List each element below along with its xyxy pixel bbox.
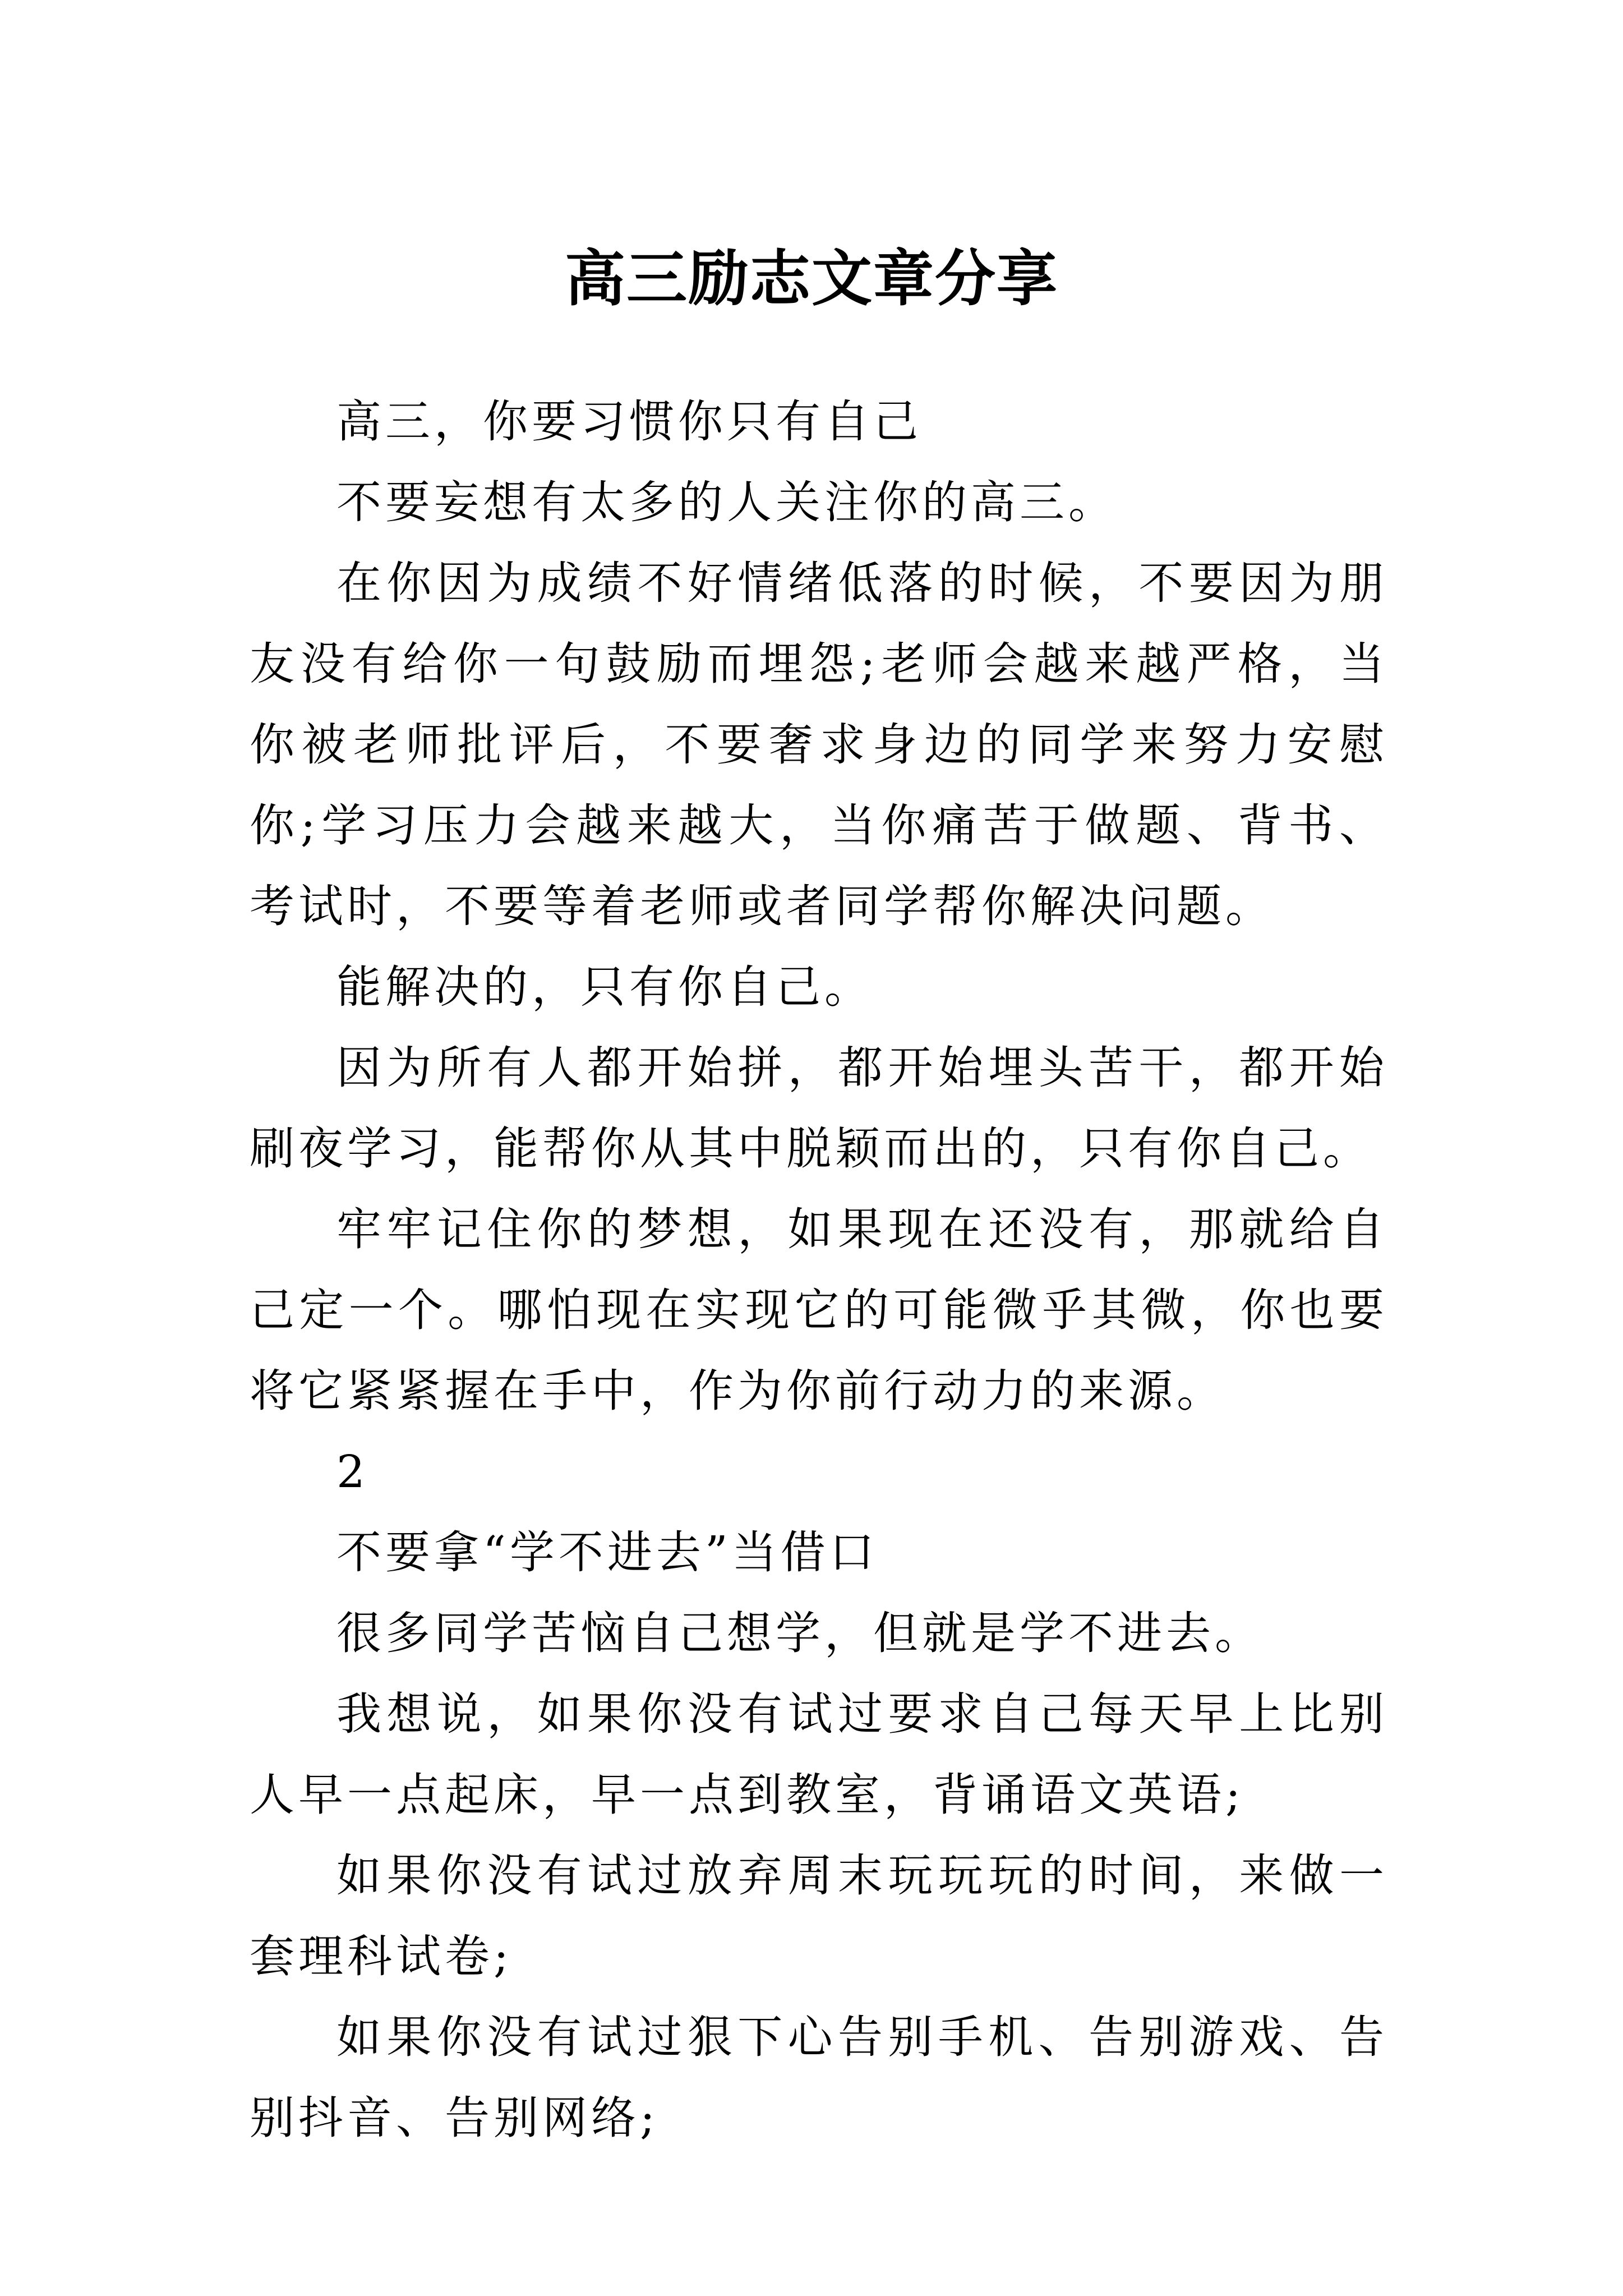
paragraph: 在你因为成绩不好情绪低落的时候，不要因为朋友没有给你一句鼓励而埋怨;老师会越来越严格，当你被老师批评后，不要奢求身边的同学来努力安慰你;学习压力会越来越大，当你痛苦于做题、背书、考试时，不要等着老师或者同学帮你解决问题。 — [250, 557, 1388, 932]
paragraph: 如果你没有试过放弃周末玩玩玩的时间，来做一套理科试卷; — [250, 1849, 1388, 1982]
paragraph: 牢牢记住你的梦想，如果现在还没有，那就给自己定一个。哪怕现在实现它的可能微乎其微，你也要将它紧紧握在手中，作为你前行动力的来源。 — [250, 1203, 1388, 1417]
paragraph: 因为所有人都开始拼，都开始埋头苦干，都开始刷夜学习，能帮你从其中脱颖而出的，只有你自己。 — [250, 1042, 1388, 1175]
document-body — [250, 381, 1388, 2159]
paragraph: 如果你没有试过狠下心告别手机、告别游戏、告别抖音、告别网络; — [250, 2011, 1388, 2144]
paragraph: 我想说，如果你没有试过要求自己每天早上比别人早一点起床，早一点到教室，背诵语文英语; — [250, 1688, 1388, 1821]
paragraph: 不要妄想有太多的人关注你的高三。 — [336, 476, 1117, 528]
document-title: 高三励志文章分享 — [564, 243, 1058, 315]
section-number: 2 — [336, 1446, 369, 1498]
paragraph: 很多同学苦恼自己想学，但就是学不进去。 — [336, 1607, 1264, 1659]
section-heading: 不要拿“学不进去”当借口 — [336, 1526, 878, 1579]
paragraph: 高三，你要习惯你只有自己 — [336, 395, 922, 448]
paragraph: 能解决的，只有你自己。 — [336, 961, 873, 1013]
